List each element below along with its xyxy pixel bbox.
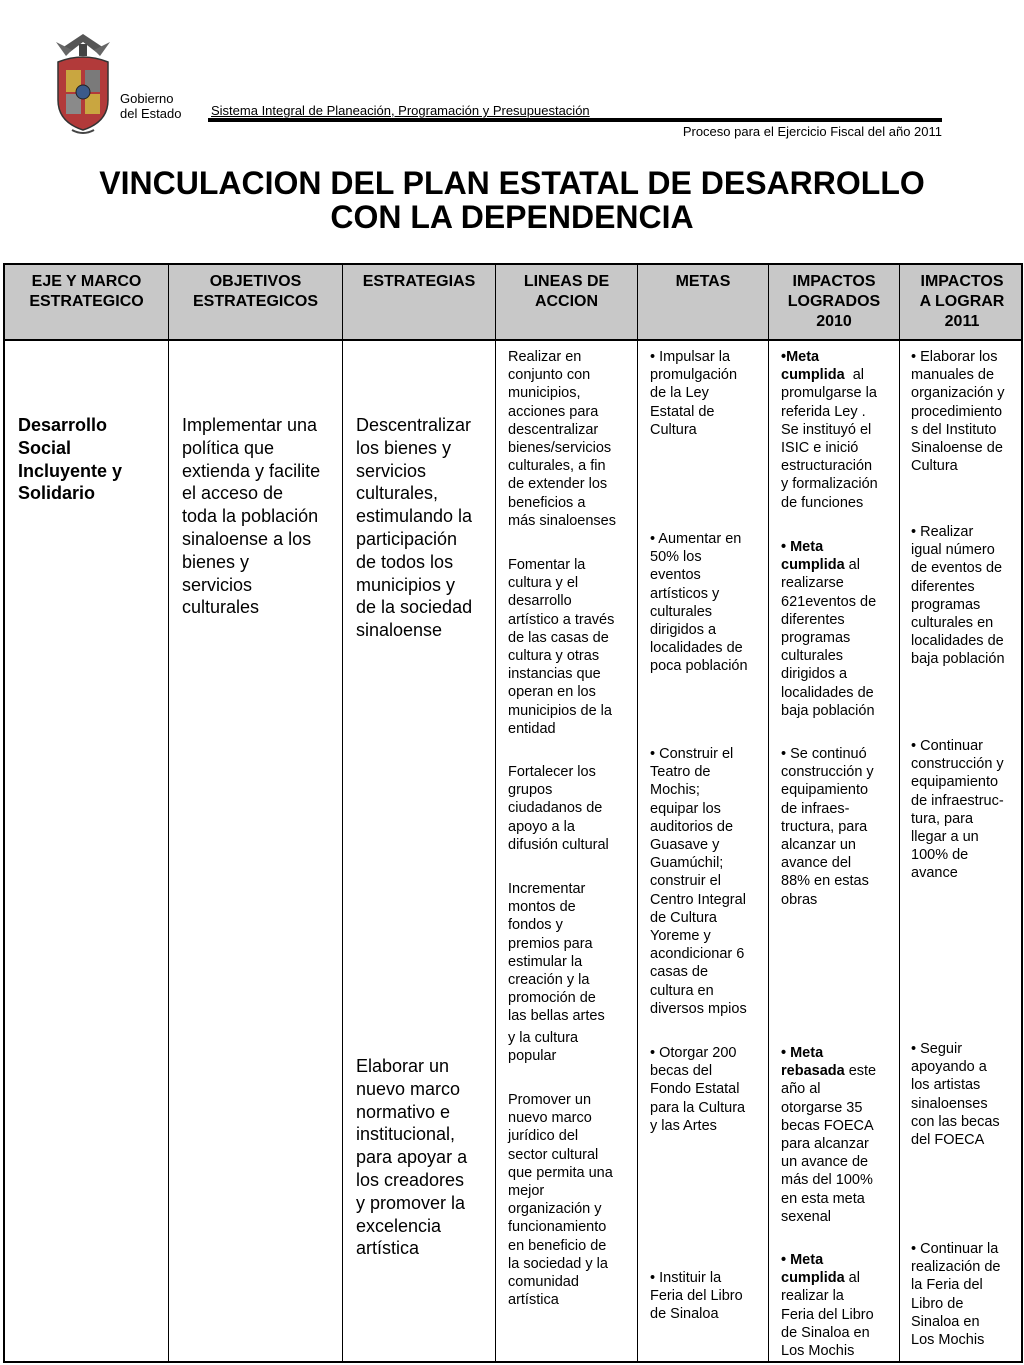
- header-objetivos: OBJETIVOS ESTRATEGICOS: [192, 273, 319, 310]
- column-divider: [899, 265, 900, 1361]
- impacto-logrado: • Meta cumplida al realizar la Feria del Libro de Sinaloa en Los Mochis: [781, 1252, 874, 1360]
- fiscal-process-label: Proceso para el Ejercicio Fiscal del año 2011: [682, 124, 942, 139]
- header-impactos-logrados: IMPACTOS LOGRADOS 2010: [787, 273, 881, 330]
- column-divider: [768, 265, 769, 1361]
- linea-accion: Incrementar montos de fondos y premios para estimular la creación y la promoción de las bellas artes: [508, 881, 605, 1025]
- meta-item: • Impulsar la promulgación de la Ley Estatal de Cultura: [650, 349, 738, 438]
- header-impactos-lograr: IMPACTOS A LOGRAR 2011: [919, 273, 1005, 330]
- linea-accion: Fomentar la cultura y el desarrollo artístico a través de las casas de cultura y otras instancias que operan en los municipios de la entidad: [508, 557, 615, 737]
- meta-item: • Otorgar 200 becas del Fondo Estatal para la Cultura y las Artes: [650, 1045, 746, 1134]
- linea-accion: y la cultura popular: [508, 1030, 579, 1065]
- linea-accion: Promover un nuevo marco jurídico del sector cultural que permita una mejor organización y funcionamiento en beneficio de la sociedad y la comunidad artística: [508, 1092, 613, 1309]
- estrategia-cell: Descentralizar los bienes y servicios culturales, estimulando la participación de todos los municipios y de la sociedad sinaloense: [356, 415, 473, 641]
- column-divider: [495, 265, 496, 1361]
- impacto-lograr: • Seguir apoyando a los artistas sinaloenses con las becas del FOECA: [911, 1041, 1000, 1149]
- header-eje: EJE Y MARCO ESTRATEGICO: [29, 273, 144, 310]
- impacto-lograr: • Continuar construcción y equipamiento de infraestruc- tura, para llegar a un 100% de avance: [911, 738, 1004, 882]
- estrategia-cell: Elaborar un nuevo marco normativo e institucional, para apoyar a los creadores y promover la excelencia artística: [356, 1056, 468, 1259]
- page-title: VINCULACION DEL PLAN ESTATAL DE DESARROLLO CON LA DEPENDENCIA: [99, 165, 925, 235]
- impacto-lograr: • Realizar igual número de eventos de diferentes programas culturales en localidades de baja población: [911, 524, 1005, 668]
- header-estrategias: ESTRATEGIAS: [362, 273, 476, 290]
- impacto-logrado: •Meta cumplida al promulgarse la referida Ley . Se instituyó el ISIC e inició estructuración y formalización de funciones: [781, 349, 878, 511]
- impacto-lograr: • Continuar la realización de la Feria del Libro de Sinaloa en Los Mochis: [911, 1241, 1001, 1349]
- impacto-logrado: • Meta rebasada este año al otorgarse 35 becas FOECA para alcanzar un avance de más del 100% en esta meta sexenal: [781, 1045, 877, 1225]
- impacto-logrado: • Meta cumplida al realizarse 621eventos de diferentes programas culturales dirigidos a localidades de baja población: [781, 539, 877, 719]
- linea-accion: Fortalecer los grupos ciudadanos de apoyo a la difusión cultural: [508, 764, 609, 853]
- column-divider: [168, 265, 169, 1361]
- government-label: Gobierno del Estado: [120, 91, 182, 121]
- impacto-lograr: • Elaborar los manuales de organización y procedimiento s del Instituto Sinaloense de Cultura: [911, 349, 1005, 475]
- column-divider: [342, 265, 343, 1361]
- eje-cell: Desarrollo Social Incluyente y Solidario: [18, 415, 123, 504]
- impacto-logrado: • Se continuó construcción y equipamiento de infraes- tructura, para alcanzar un avance del 88% en estas obras: [781, 746, 874, 908]
- state-seal-logo: [52, 30, 114, 136]
- header-rule: [208, 118, 942, 122]
- planning-table: [3, 263, 1023, 1363]
- meta-item: • Instituir la Feria del Libro de Sinaloa: [650, 1270, 743, 1323]
- header-metas: METAS: [675, 273, 731, 290]
- meta-item: • Construir el Teatro de Mochis; equipar los auditorios de Guasave y Guamúchil; construir el Centro Integral de Cultura Yoreme y acondicionar 6 casas de cultura en diversos mpios: [650, 746, 747, 1017]
- meta-item: • Aumentar en 50% los eventos artísticos y culturales dirigidos a localidades de poca población: [650, 531, 748, 675]
- system-name: Sistema Integral de Planeación, Programación y Presupuestación: [211, 103, 590, 118]
- header-lineas: LINEAS DE ACCION: [523, 273, 610, 310]
- objetivo-cell: Implementar una política que extienda y facilite el acceso de toda la población sinaloense a los bienes y servicios culturales: [182, 415, 321, 618]
- column-divider: [637, 265, 638, 1361]
- linea-accion: Realizar en conjunto con municipios, acciones para descentralizar bienes/servicios culturales, a fin de extender los beneficios a más sinaloenses: [508, 349, 616, 529]
